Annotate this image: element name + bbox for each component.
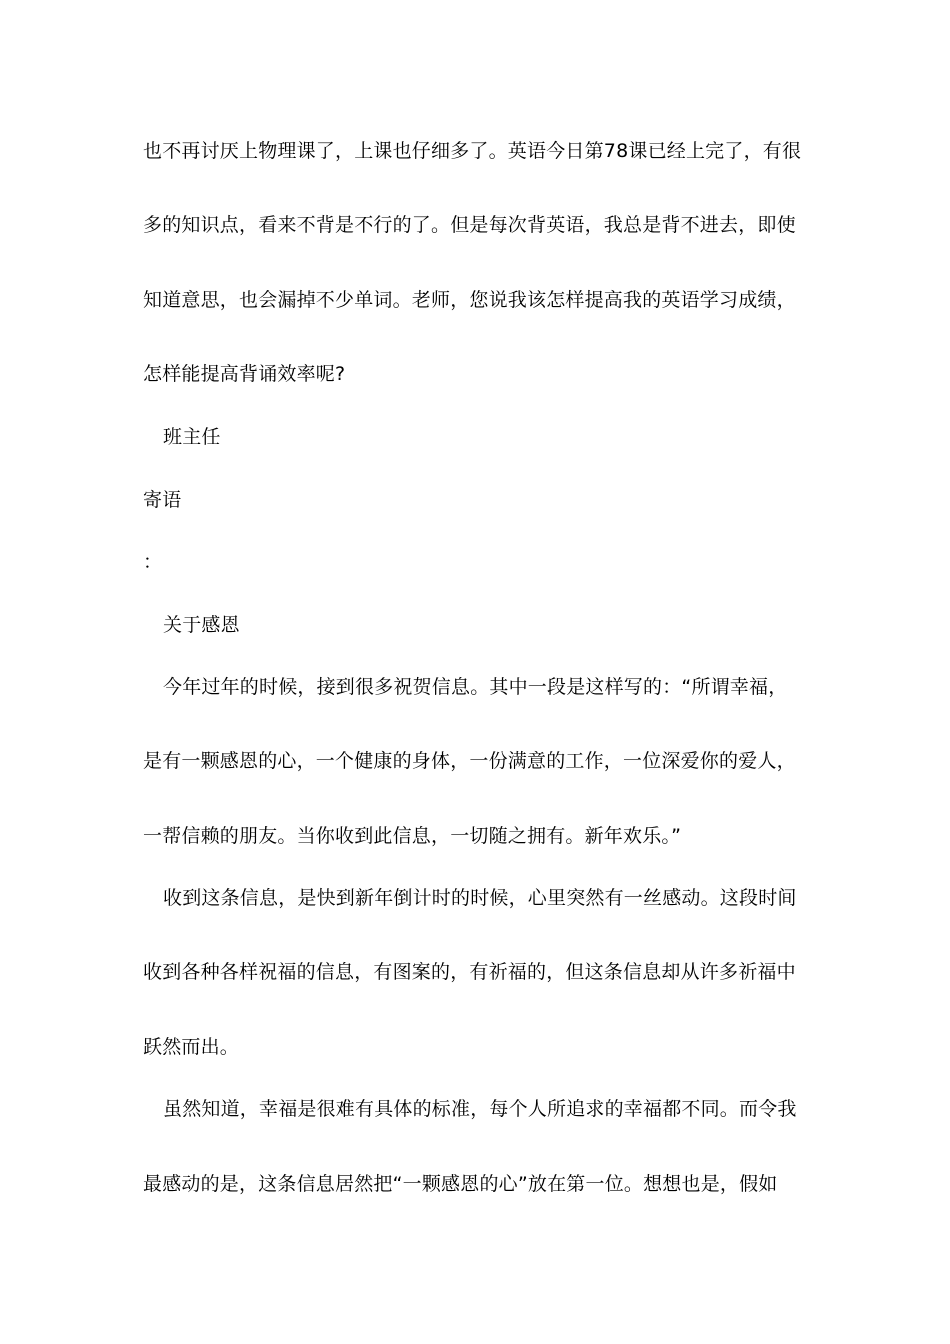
paragraph-line-9: 收到各种各样祝福的信息，有图案的，有祈福的，但这条信息却从许多祈福中 [143,961,796,983]
paragraph-line-10: 跃然而出。 [143,1036,240,1058]
paragraph-line-2: 多的知识点，看来不背是不行的了。但是每次背英语，我总是背不进去，即使 [143,214,796,236]
heading-class-teacher: 班主任 [163,426,221,448]
paragraph-line-7: 一帮信赖的朋友。当你收到此信息，一切随之拥有。新年欢乐。” [143,825,682,847]
paragraph-line-8: 收到这条信息，是快到新年倒计时的时候，心里突然有一丝感动。这段时间 [163,887,797,909]
paragraph-line-6: 是有一颗感恩的心，一个健康的身体，一份满意的工作，一位深爱你的爱人， [143,750,796,772]
paragraph-line-5: 今年过年的时候，接到很多祝贺信息。其中一段是这样写的：“所谓幸福， [163,676,788,698]
heading-message: 寄语 [143,489,182,511]
paragraph-line-11: 虽然知道，幸福是很难有具体的标准，每个人所追求的幸福都不同。而令我 [163,1098,797,1120]
section-title: 关于感恩 [163,614,240,636]
paragraph-line-3: 知道意思，也会漏掉不少单词。老师，您说我该怎样提高我的英语学习成绩， [143,289,796,311]
paragraph-line-1: 也不再讨厌上物理课了，上课也仔细多了。英语今日第78课已经上完了，有很 [143,140,802,162]
colon-line: ： [143,551,163,573]
paragraph-line-4: 怎样能提高背诵效率呢? [143,363,346,385]
paragraph-line-12: 最感动的是，这条信息居然把“一颗感恩的心”放在第一位。想想也是，假如 [143,1173,778,1195]
